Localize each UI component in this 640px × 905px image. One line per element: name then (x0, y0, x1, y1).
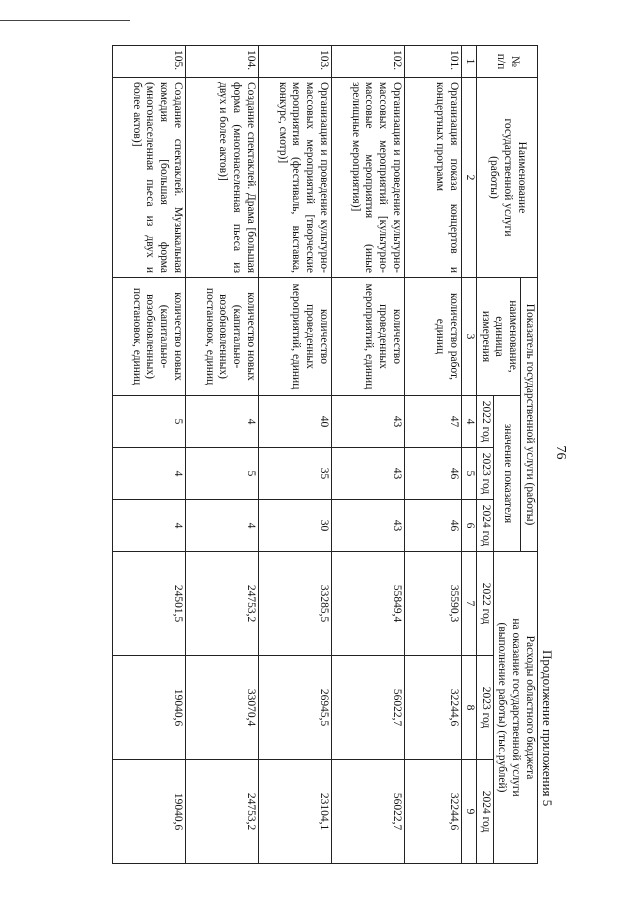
table-row (186, 46, 259, 864)
row-expense-2023: 19040,6 (113, 656, 186, 760)
row-value-2023: 4 (113, 448, 186, 500)
row-num: 102. (332, 46, 405, 78)
table-row (113, 46, 186, 864)
row-unit: количество новых (капитально-возобновленных) постановок, единиц (113, 278, 186, 396)
row-value-2024: 46 (405, 500, 462, 552)
row-num: 101. (405, 46, 462, 78)
row-expense-2024: 32244,6 (405, 760, 462, 864)
row-num: 105. (113, 46, 186, 78)
row-value-2022: 40 (259, 396, 332, 448)
row-unit: количество проведенных мероприятий, единиц (259, 278, 332, 396)
header-expense-2023: 2023 год (476, 656, 493, 760)
page-number: 76 (553, 445, 568, 460)
row-value-2022: 5 (113, 396, 186, 448)
header-value-2023: 2023 год (476, 448, 493, 500)
row-num: 104. (186, 46, 259, 78)
header-expense-2024: 2024 год (476, 760, 493, 864)
row-service-name: Организация и проведение культурно-массовых мероприятий [культурно-массовые мероприятия (иные зрелищные мероприятия)] (332, 78, 405, 278)
row-expense-2022: 33285,5 (259, 552, 332, 656)
col-number: 2 (462, 78, 477, 278)
services-table (112, 45, 538, 864)
header-value-2022: 2022 год (476, 396, 493, 448)
row-value-2023: 35 (259, 448, 332, 500)
row-value-2024: 30 (259, 500, 332, 552)
row-service-name: Создание спектаклей. Музыкальная комедия [большая форма (многонаселенная пьеса из двух и более актов)] (113, 78, 186, 278)
row-expense-2024: 19040,6 (113, 760, 186, 864)
row-num: 103. (259, 46, 332, 78)
col-number: 9 (462, 760, 477, 864)
column-number-row (462, 46, 477, 864)
continuation-label: Продолжение приложения 5 (540, 650, 555, 807)
header-value-2024: 2024 год (476, 500, 493, 552)
row-expense-2024: 56022,7 (332, 760, 405, 864)
row-expense-2023: 56022,7 (332, 656, 405, 760)
row-expense-2023: 26945,5 (259, 656, 332, 760)
col-number: 4 (462, 396, 477, 448)
row-service-name: Создание спектаклей. Драма [большая форма (многонаселенная пьеса из двух и более актов)] (186, 78, 259, 278)
col-number: 3 (462, 278, 477, 396)
row-expense-2022: 24501,5 (113, 552, 186, 656)
row-expense-2022: 55849,4 (332, 552, 405, 656)
header-indicator-value: значение показателя (493, 396, 521, 552)
row-value-2022: 43 (332, 396, 405, 448)
col-number: 1 (462, 46, 477, 78)
table-row (332, 46, 405, 864)
header-indicator-name: наименование, единица измерения (476, 278, 520, 396)
header-num: № п/п (476, 46, 537, 78)
row-service-name: Организация и проведение культурно-массовых мероприятий [творческие мероприятия (фестиваль, выставка, конкурс, смотр)] (259, 78, 332, 278)
row-unit: количество проведенных мероприятий, единиц (332, 278, 405, 396)
row-expense-2022: 35590,3 (405, 552, 462, 656)
row-value-2022: 47 (405, 396, 462, 448)
row-expense-2024: 24753,2 (186, 760, 259, 864)
row-value-2023: 5 (186, 448, 259, 500)
row-expense-2022: 24753,2 (186, 552, 259, 656)
col-number: 5 (462, 448, 477, 500)
row-expense-2024: 23104,1 (259, 760, 332, 864)
table-row (259, 46, 332, 864)
row-unit: количество работ, единиц (405, 278, 462, 396)
row-expense-2023: 33070,4 (186, 656, 259, 760)
header-expense-2022: 2022 год (476, 552, 493, 656)
header-service-name: Наименование государственной услуги (работы) (476, 78, 537, 278)
row-value-2024: 43 (332, 500, 405, 552)
header-row-1 (521, 46, 538, 864)
row-unit: количество новых (капитально-возобновленных) постановок, единиц (186, 278, 259, 396)
row-value-2023: 46 (405, 448, 462, 500)
row-value-2023: 43 (332, 448, 405, 500)
col-number: 7 (462, 552, 477, 656)
header-expenses: Расходы областного бюджета на оказание государственной услуги (выполнение работы) (тыс.рублей) (493, 552, 537, 864)
row-value-2022: 4 (186, 396, 259, 448)
header-indicator-group: Показатель государственной услуги (работы) (521, 278, 538, 552)
row-value-2024: 4 (113, 500, 186, 552)
col-number: 6 (462, 500, 477, 552)
row-expense-2023: 32244,6 (405, 656, 462, 760)
row-value-2024: 4 (186, 500, 259, 552)
row-service-name: Организация показа концертов и концертных программ (405, 78, 462, 278)
table-row (405, 46, 462, 864)
col-number: 8 (462, 656, 477, 760)
